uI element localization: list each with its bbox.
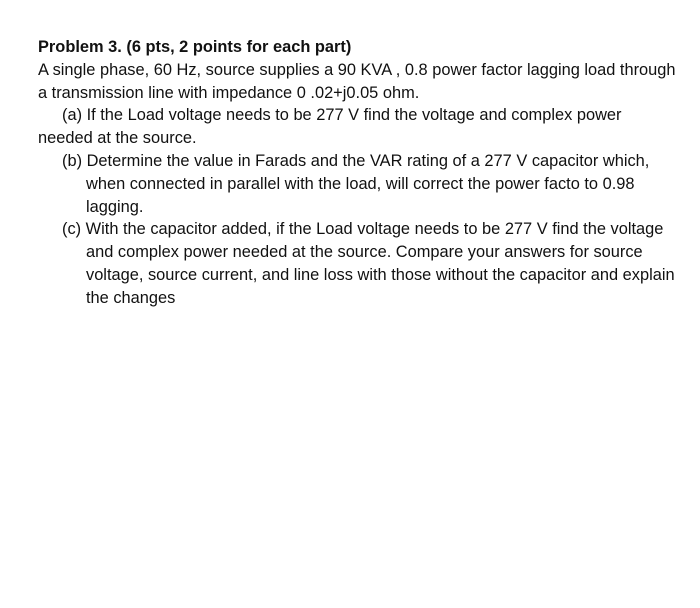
problem-document (38, 36, 678, 310)
problem-title: Problem 3. (6 pts, 2 points for each part) (38, 38, 352, 56)
part-c-text: (c) With the capacitor added, if the Load voltage needs to be 277 V find the voltage and complex power needed at the source. Compare your answers for source voltage, source current, and line loss with those without the capacitor and explain the changes (62, 220, 675, 307)
problem-intro: A single phase, 60 Hz, source supplies a 90 KVA , 0.8 power factor lagging load through a transmission line with impedance 0 .02+j0.05 ohm. (38, 60, 676, 102)
part-b-text: (b) Determine the value in Farads and the VAR rating of a 277 V capacitor which, when connected in parallel with the load, will correct the power facto to 0.98 lagging. (62, 151, 650, 216)
part-a-text: (a) If the Load voltage needs to be 277 V find the voltage and complex power needed at the source. (38, 106, 622, 148)
